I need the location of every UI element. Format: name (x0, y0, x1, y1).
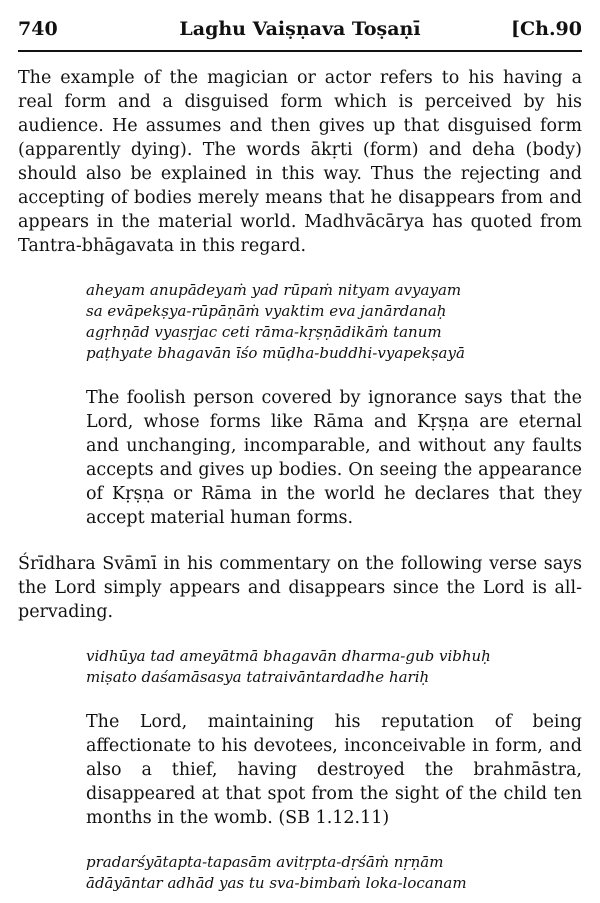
translation-foolish-person: The foolish person covered by ignorance says that the Lord, whose forms like Rāma and Kṛṣṇa are eternal and unchanging, incomparable, and without any faults accepts and gives up bodies. On seeing the appearance of Kṛṣṇa or Rāma in the world he declares that they accept material human forms. (86, 388, 582, 528)
verse-vidhuya (86, 646, 582, 688)
running-title: Laghu Vaiṣṇava Toṣaṇī (179, 18, 421, 40)
chapter-label: [Ch.90 (511, 18, 582, 40)
paragraph-magician-example: The example of the magician or actor refers to his having a real form and a disguised form which is perceived by his audience. He assumes and then gives up that disguised form (apparently dying). The words ākṛti (form) and deha (body) should also be explained in this way. Thus the rejecting and accepting of bodies merely means that he disappears from and appears in the material world. Madhvācārya has quoted from Tantra-bhāgavata in this regard. (18, 68, 582, 256)
translation-sb-1-12-11: The Lord, maintaining his reputation of being affectionate to his devotees, inconceivable in form, and also a thief, having destroyed the brahmāstra, disappeared at that spot from the sight of the child ten months in the womb. (SB 1.12.11) (86, 712, 582, 828)
verse-tantra-bhagavata (86, 280, 582, 364)
verse-line: vidhūya tad ameyātmā bhagavān dharma-gub vibhuḥ (86, 647, 491, 665)
paragraph-sridhara-svami: Śrīdhara Svāmī in his commentary on the following verse says the Lord simply appears and disappears since the Lord is all-pervading. (18, 554, 582, 622)
verse-line: ādāyāntar adhād yas tu sva-bimbaṁ loka-locanam (86, 874, 467, 892)
page-header (18, 18, 582, 52)
verse-line: sa evāpekṣya-rūpāṇāṁ vyaktim eva janārdanaḥ (86, 302, 447, 320)
page-number: 740 (18, 18, 58, 40)
verse-pradarsyatapta (86, 852, 582, 894)
verse-line: pradarśyātapta-tapasām avitṛpta-dṛśāṁ nṛṇām (86, 853, 444, 871)
verse-line: paṭhyate bhagavān īśo mūḍha-buddhi-vyapekṣayā (86, 344, 465, 362)
verse-line: miṣato daśamāsasya tatraivāntardadhe hariḥ (86, 668, 430, 686)
verse-line: aheyam anupādeyaṁ yad rūpaṁ nityam avyayam (86, 281, 462, 299)
verse-line: agṛhṇād vyasṛjac ceti rāma-kṛṣṇādikāṁ tanum (86, 323, 442, 341)
page-body (18, 66, 582, 894)
